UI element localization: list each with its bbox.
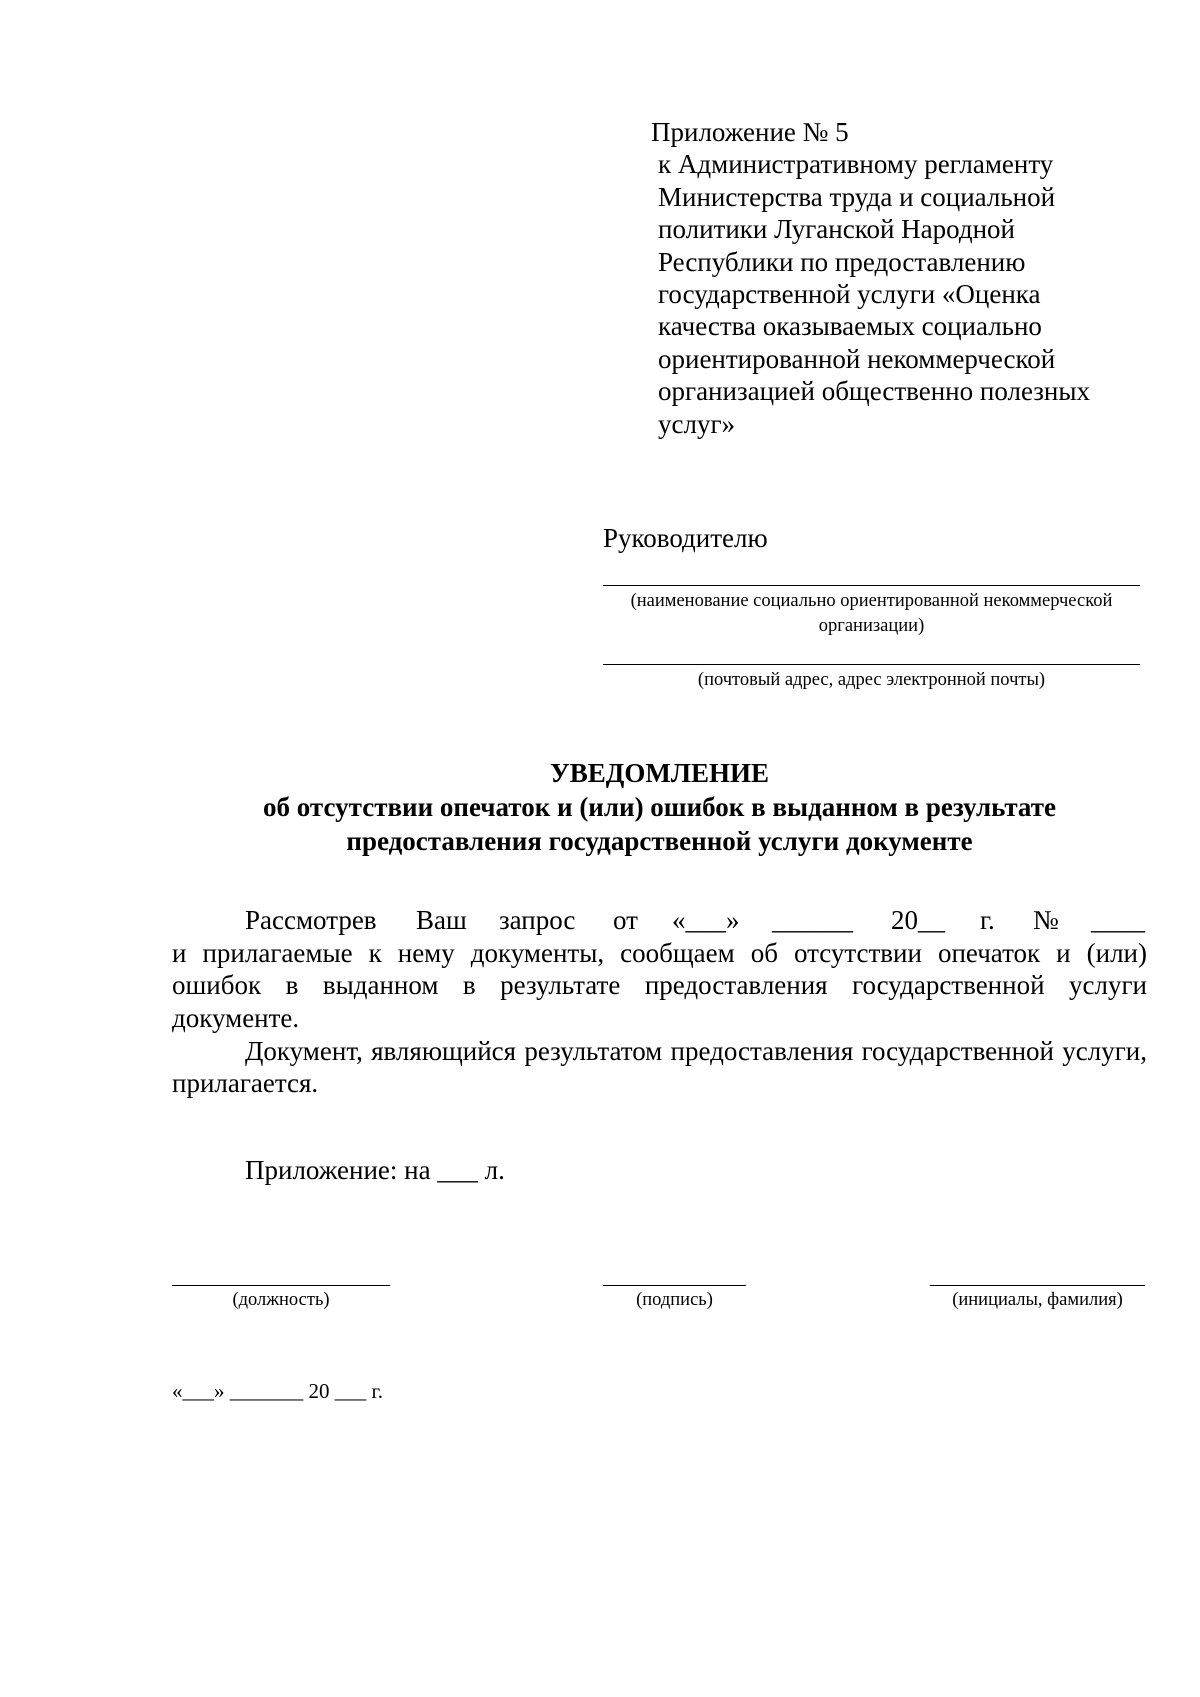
appendix-line: Республики по предоставлению <box>658 246 1026 277</box>
recipient-label: Руководителю <box>603 523 768 553</box>
appendix-line: ориентированной некоммерческой <box>658 343 1056 374</box>
number-sign: № <box>1033 905 1059 935</box>
signature-line[interactable] <box>603 1285 746 1286</box>
paragraph-text: и прилагаемые к нему документы, сообщаем об отсутствии опечаток и (или) ошибок в выданном в результате предоставления государственной услуги документе. <box>172 938 1147 1033</box>
body-paragraph <box>172 1035 1147 1100</box>
position-caption: (должность) <box>232 1290 330 1310</box>
appendix-line: организацией общественно полезных <box>658 376 1091 407</box>
date-line[interactable]: «___» _______ 20 ___ г. <box>172 1379 383 1403</box>
appendix-line: к Административному регламенту <box>658 149 1054 180</box>
signature-caption: (подпись) <box>636 1290 713 1310</box>
request-word: Рассмотрев <box>245 905 377 935</box>
appendix-block <box>651 116 1128 440</box>
org-caption <box>603 589 1140 639</box>
request-number-field[interactable]: ____ <box>1091 905 1145 935</box>
request-word: Ваш <box>416 905 467 935</box>
appendix-line: услуг» <box>658 408 736 439</box>
name-caption: (инициалы, фамилия) <box>952 1290 1123 1310</box>
address-line[interactable] <box>603 664 1140 665</box>
body-paragraph <box>172 937 1147 1034</box>
position-line[interactable] <box>172 1285 390 1286</box>
request-date-field[interactable]: «___» <box>672 905 740 935</box>
document-subheading-line: об отсутствии опечаток и (или) ошибок в выданном в результате <box>263 792 1056 822</box>
document-subheading-line: предоставления государственной услуги документе <box>346 826 973 856</box>
request-word: от <box>613 905 638 935</box>
appendix-line: Приложение № 5 <box>651 117 849 147</box>
appendix-line: политики Луганской Народной <box>658 214 1015 245</box>
appendix-line: качества оказываемых социально <box>658 311 1042 342</box>
request-year-field[interactable]: 20__ <box>891 905 945 935</box>
org-caption-line: (наименование социально ориентированной некоммерческой <box>630 591 1113 611</box>
paragraph-text: Документ, являющийся результатом предоставления государственной услуги, прилагается. <box>172 1036 1147 1099</box>
org-name-line[interactable] <box>603 585 1140 586</box>
org-caption-line: организации) <box>818 616 925 636</box>
appendix-line: государственной услуги «Оценка <box>658 279 1041 310</box>
request-word: г. <box>980 905 995 935</box>
appendix-line: Министерства труда и социальной <box>658 181 1056 212</box>
attachment-line: Приложение: на ___ л. <box>245 1155 505 1185</box>
document-heading: УВЕДОМЛЕНИЕ <box>549 758 770 788</box>
request-month-field[interactable]: ______ <box>772 905 853 935</box>
name-line[interactable] <box>930 1285 1145 1286</box>
request-word: запрос <box>499 905 576 935</box>
address-caption: (почтовый адрес, адрес электронной почты) <box>697 670 1046 690</box>
